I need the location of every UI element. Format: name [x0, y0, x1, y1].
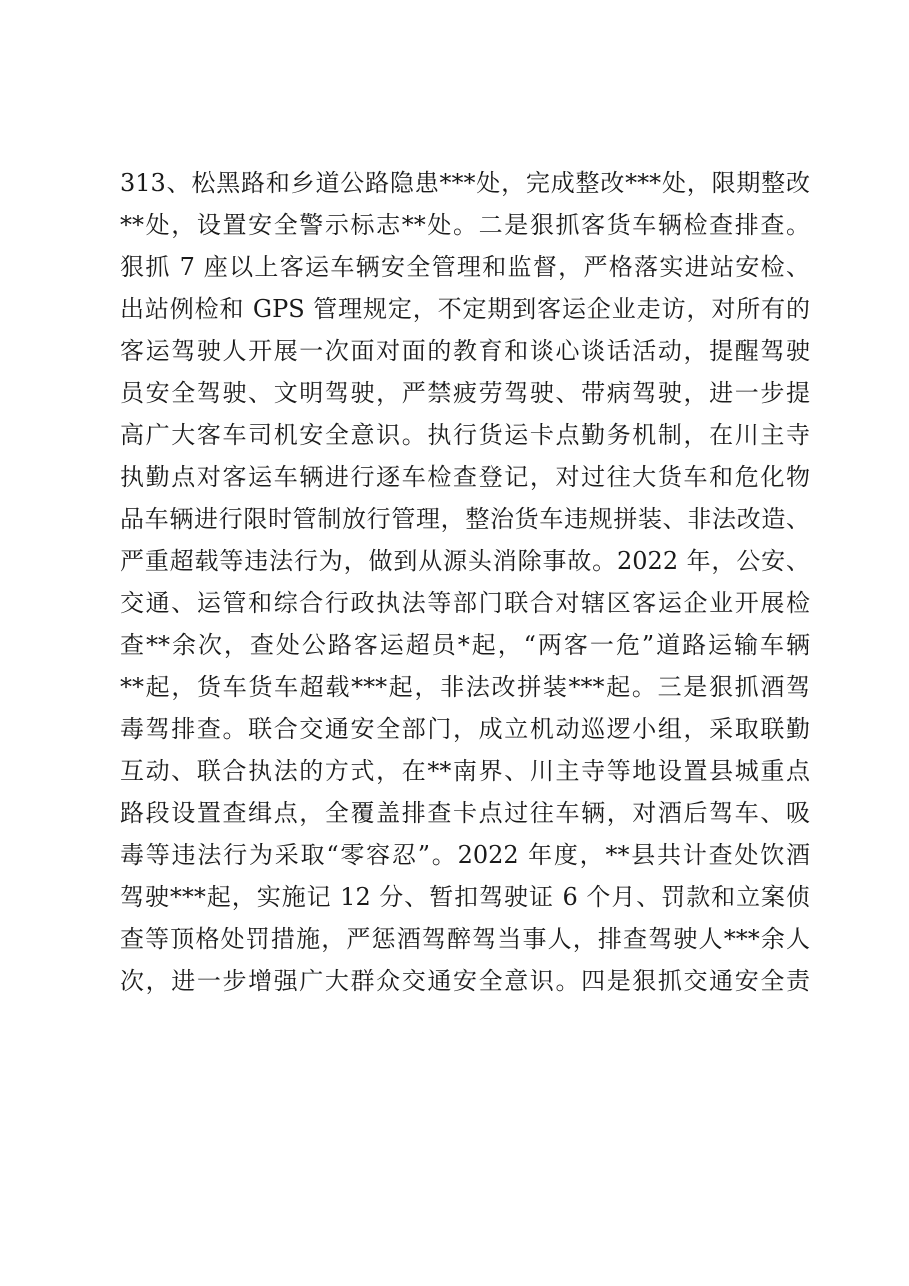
- text-line: 驾驶***起，实施记 12 分、暂扣驾驶证 6 个月、罚款和立案侦: [120, 883, 810, 911]
- text-line: 互动、联合执法的方式，在**南界、川主寺等地设置县城重点: [120, 757, 810, 785]
- text-line: **起，货车货车超载***起，非法改拼装***起。三是狠抓酒驾: [120, 673, 810, 701]
- text-line: 客运驾驶人开展一次面对面的教育和谈心谈话活动，提醒驾驶: [120, 337, 810, 365]
- text-line: 313、松黑路和乡道公路隐患***处，完成整改***处，限期整改: [120, 169, 810, 197]
- text-line: 狠抓 7 座以上客运车辆安全管理和监督，严格落实进站安检、: [120, 253, 810, 281]
- text-line: **处，设置安全警示标志**处。二是狠抓客货车辆检查排查。: [120, 211, 810, 239]
- text-line: 出站例检和 GPS 管理规定，不定期到客运企业走访，对所有的: [120, 295, 810, 323]
- text-line: 交通、运管和综合行政执法等部门联合对辖区客运企业开展检: [120, 589, 810, 617]
- text-line: 毒等违法行为采取“零容忍”。2022 年度，**县共计查处饮酒: [120, 841, 810, 869]
- text-line: 毒驾排查。联合交通安全部门，成立机动巡逻小组，采取联勤: [120, 715, 810, 743]
- text-line: 高广大客车司机安全意识。执行货运卡点勤务机制，在川主寺: [120, 421, 810, 449]
- text-line: 查等顶格处罚措施，严惩酒驾醉驾当事人，排查驾驶人***余人: [120, 925, 810, 953]
- text-line: 员安全驾驶、文明驾驶，严禁疲劳驾驶、带病驾驶，进一步提: [120, 379, 810, 407]
- text-line: 查**余次，查处公路客运超员*起，“两客一危”道路运输车辆: [120, 631, 810, 659]
- text-line: 严重超载等违法行为，做到从源头消除事故。2022 年，公安、: [120, 547, 810, 575]
- text-line: 路段设置查缉点，全覆盖排查卡点过往车辆，对酒后驾车、吸: [120, 799, 810, 827]
- text-line: 次，进一步增强广大群众交通安全意识。四是狠抓交通安全责: [120, 967, 810, 995]
- text-line: 品车辆进行限时管制放行管理，整治货车违规拼装、非法改造、: [120, 505, 810, 533]
- text-line: 执勤点对客运车辆进行逐车检查登记，对过往大货车和危化物: [120, 463, 810, 491]
